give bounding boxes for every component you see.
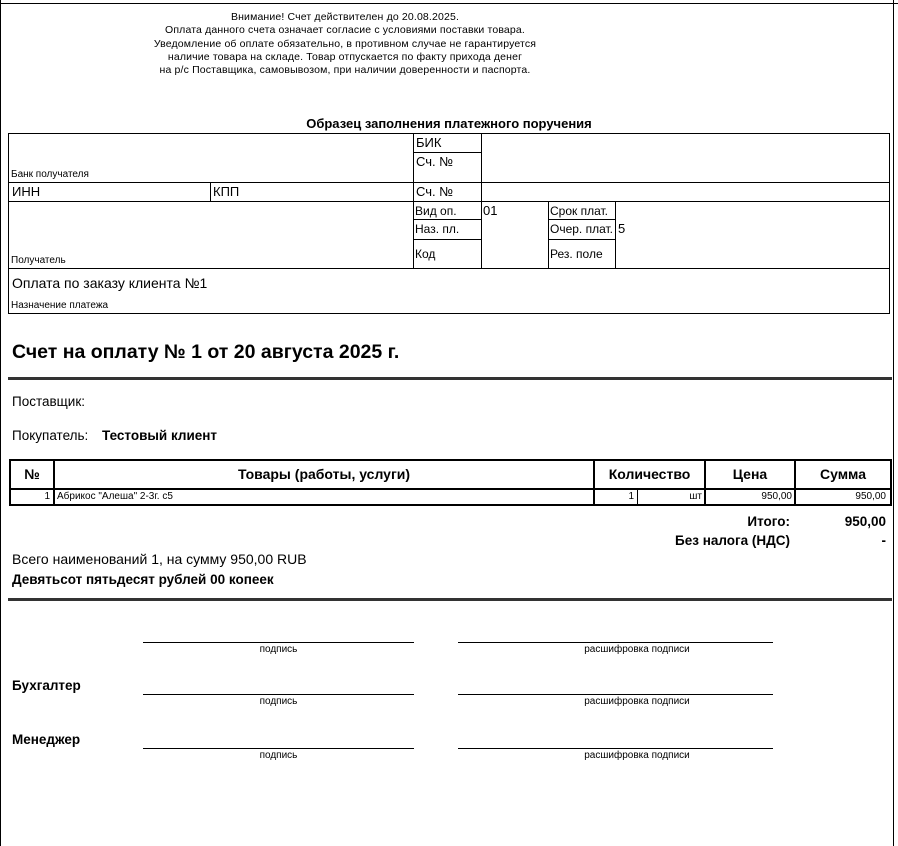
operation-type-label: Вид оп. xyxy=(415,204,457,218)
payment-order-title: Образец заполнения платежного поручения xyxy=(306,116,592,131)
bik-label: БИК xyxy=(416,135,442,150)
grid-line xyxy=(8,268,890,269)
bank-recipient-label: Банк получателя xyxy=(11,169,89,180)
grid-line xyxy=(8,133,9,314)
notice-line: Оплата данного счета означает согласие с условиями поставки товара. xyxy=(165,24,525,37)
signature-decode-caption: расшифровка подписи xyxy=(584,750,690,761)
payment-priority-value: 5 xyxy=(618,221,626,236)
kpp-label: КПП xyxy=(213,184,240,199)
recipient-label: Получатель xyxy=(11,255,66,266)
validity-notice xyxy=(60,11,630,77)
payment-priority-label: Очер. плат. xyxy=(550,222,614,236)
table-border xyxy=(637,489,638,505)
row-unit: шт xyxy=(689,491,702,502)
notice-line: на р/с Поставщика, самовывозом, при наличии доверенности и паспорта. xyxy=(159,64,531,77)
vat-label: Без налога (НДС) xyxy=(675,533,790,548)
row-item-name: Абрикос "Алеша" 2-3г. с5 xyxy=(57,491,173,502)
signature-line xyxy=(458,694,773,695)
table-border xyxy=(890,459,892,506)
grid-line xyxy=(548,239,616,240)
payment-purpose-text: Оплата по заказу клиента №1 xyxy=(12,275,208,291)
buyer-label: Покупатель: xyxy=(12,428,89,443)
notice-line: Внимание! Счет действителен до 20.08.2025. xyxy=(230,11,460,23)
vat-value: - xyxy=(881,533,886,548)
grid-line xyxy=(889,133,890,314)
page-border-left xyxy=(0,0,1,846)
row-num: 1 xyxy=(44,491,50,502)
signature-line xyxy=(143,748,414,749)
supplier-label: Поставщик: xyxy=(12,394,85,409)
grid-line xyxy=(413,239,481,240)
column-header-sum: Сумма xyxy=(819,466,867,482)
signature-line xyxy=(458,748,773,749)
row-quantity: 1 xyxy=(628,491,634,502)
grid-line xyxy=(481,133,482,269)
separator xyxy=(8,377,892,380)
payment-purpose-label: Назначение платежа xyxy=(11,300,109,311)
inn-label: ИНН xyxy=(12,184,41,199)
grid-line xyxy=(8,133,890,134)
row-price: 950,00 xyxy=(761,491,792,502)
total-label: Итого: xyxy=(747,514,790,529)
operation-type-value: 01 xyxy=(483,203,498,218)
column-header-goods: Товары (работы, услуги) xyxy=(237,466,411,482)
page-border-top xyxy=(0,3,898,4)
signature-decode-caption: расшифровка подписи xyxy=(584,644,690,655)
payment-term-label: Срок плат. xyxy=(550,204,609,218)
accountant-label: Бухгалтер xyxy=(12,678,81,693)
grid-line xyxy=(413,133,414,269)
notice-line: наличие товара на складе. Товар отпускается по факту прихода денег xyxy=(167,50,523,63)
grid-line xyxy=(548,219,616,220)
notice-line: Уведомление об оплате обязательно, в противном случае не гарантируется xyxy=(153,37,537,50)
grid-line xyxy=(615,201,616,269)
buyer-value: Тестовый клиент xyxy=(102,428,218,443)
grid-line xyxy=(413,152,481,153)
table-border xyxy=(9,504,892,506)
row-sum: 950,00 xyxy=(855,491,886,502)
signature-line xyxy=(143,642,414,643)
payment-purpose-code-label: Наз. пл. xyxy=(415,222,460,236)
grid-line xyxy=(8,313,890,314)
signature-line xyxy=(143,694,414,695)
grid-line xyxy=(210,182,211,202)
account-label: Сч. № xyxy=(416,154,454,169)
items-summary: Всего наименований 1, на сумму 950,00 RUB xyxy=(12,551,307,567)
page-border-right xyxy=(893,0,894,846)
separator xyxy=(8,598,892,601)
column-header-price: Цена xyxy=(732,466,768,482)
signature-caption: подпись xyxy=(259,696,298,707)
grid-line xyxy=(8,182,890,183)
manager-label: Менеджер xyxy=(12,732,81,747)
grid-line xyxy=(413,219,481,220)
signature-caption: подпись xyxy=(259,750,298,761)
column-header-num: № xyxy=(24,466,40,482)
amount-in-words: Девятьсот пятьдесят рублей 00 копеек xyxy=(12,572,274,587)
reserve-field-label: Рез. поле xyxy=(550,247,603,261)
invoice-title: Счет на оплату № 1 от 20 августа 2025 г. xyxy=(12,341,400,363)
signature-caption: подпись xyxy=(259,644,298,655)
grid-line xyxy=(548,201,549,269)
total-value: 950,00 xyxy=(844,514,886,529)
signature-line xyxy=(458,642,773,643)
code-label: Код xyxy=(415,247,436,261)
signature-decode-caption: расшифровка подписи xyxy=(584,696,690,707)
grid-line xyxy=(8,201,890,202)
account-label: Сч. № xyxy=(416,184,454,199)
column-header-quantity: Количество xyxy=(608,466,691,482)
